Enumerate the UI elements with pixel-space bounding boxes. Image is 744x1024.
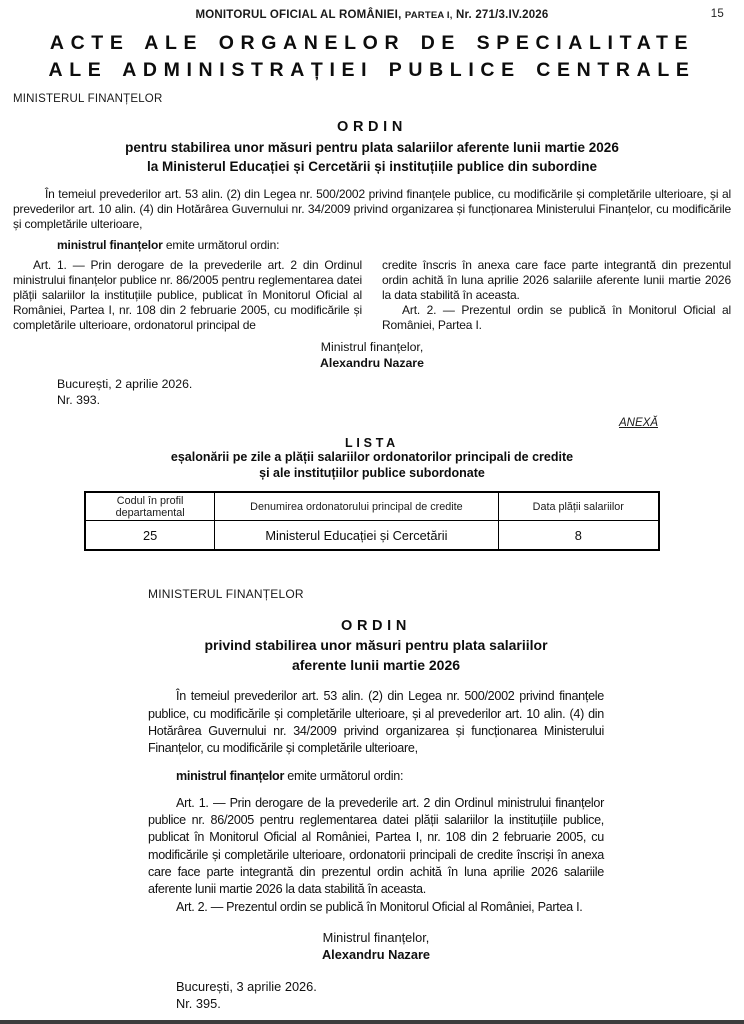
running-head xyxy=(0,0,744,21)
page-bottom-edge xyxy=(0,1020,744,1024)
order2-subtitle xyxy=(148,636,604,675)
order2-signature-block xyxy=(148,929,604,963)
order1-place-date: București, 2 aprilie 2026. xyxy=(57,377,193,392)
annex-label-text: ANEXĂ xyxy=(619,417,658,430)
journal-part: PARTEA I, xyxy=(404,10,453,21)
order1-column-right xyxy=(382,258,731,332)
order2-subtitle-line1: privind stabilirea unor măsuri pentru plata salariilor xyxy=(204,637,548,654)
annex-table-cell-date: 8 xyxy=(498,521,659,551)
section-banner xyxy=(0,30,744,84)
order2-subtitle-line2: aferente lunii martie 2026 xyxy=(291,656,461,673)
order1-article1-left: Art. 1. — Prin derogare de la prevederile art. 2 din Ordinul ministrului finanțelor publice nr. 86/2005 pentru reglementarea datei plății salariilor la instituțiile publice, publicat în Monitorul Oficial al României, Partea I, nr. 108 din 2 februarie 2005, cu modificările și completările ulterioare, ordonatorul principal de xyxy=(13,258,362,332)
order2-title: ORDIN xyxy=(341,618,411,635)
order1-number: Nr. 393. xyxy=(57,392,101,407)
order2-preamble: În temeiul prevederilor art. 53 alin. (2) din Legea nr. 500/2002 privind finanțele publice, cu modificările și completările ulterioare, și al prevederilor art. 10 alin. (4) din Hotărârea Guvernului nr. 34/2009 privind organizarea și funcționarea Ministerului Finanțelor, cu modificările și completările ulterioare, xyxy=(148,689,604,756)
order2-number: Nr. 395. xyxy=(176,996,221,1012)
section-banner-line1: ACTE ALE ORGANELOR DE SPECIALITATE xyxy=(49,32,695,54)
annex-table-header-name: Denumirea ordonatorului principal de credite xyxy=(215,492,498,521)
order2-signature-role: Ministrul finanțelor, xyxy=(322,929,430,945)
order2-article2: Art. 2. — Prezentul ordin se publică în Monitorul Oficial al României, Partea I. xyxy=(176,899,583,914)
page-number: 15 xyxy=(710,8,724,20)
annex-label xyxy=(0,417,744,429)
order1-preamble: În temeiul prevederilor art. 53 alin. (2) din Legea nr. 500/2002 privind finanțele publice, cu modificările și completările ulterioare, și al prevederilor art. 10 alin. (4) din Hotărârea Guvernului nr. 34/2009 privind organizarea și funcționarea Ministerului Finanțelor, cu modificările și completările ulterioare, xyxy=(13,187,731,231)
order1-signature-block xyxy=(13,339,731,371)
order1-place-date-block xyxy=(13,377,731,408)
order1-subtitle xyxy=(13,138,731,176)
order1-issuer: ministrul finanțelor xyxy=(57,238,163,253)
journal-issue-number: Nr. 271/3.IV.2026 xyxy=(456,9,549,21)
order1-section xyxy=(0,93,744,408)
section-banner-line2: ALE ADMINISTRAȚIEI PUBLICE CENTRALE xyxy=(48,59,696,81)
order1-article2: Art. 2. — Prezentul ordin se publică în Monitorul Oficial al României, Partea I. xyxy=(382,302,731,332)
order1-title: ORDIN xyxy=(337,119,407,135)
order2-section xyxy=(148,587,604,1013)
annex-section xyxy=(0,417,744,551)
order1-signature-role: Ministrul finanțelor, xyxy=(320,340,424,355)
order1-issuance-rest: emite următorul ordin: xyxy=(162,238,280,253)
annex-list-subtitle-line1: eșalonării pe zile a plății salariilor ordonatorilor principali de credite xyxy=(170,450,574,465)
order2-issuance-rest: emite următorul ordin: xyxy=(284,768,404,783)
order2-issuer: ministrul finanțelor xyxy=(176,768,285,783)
annex-list-subtitle xyxy=(0,450,744,481)
order2-signature-name: Alexandru Nazare xyxy=(321,946,431,962)
annex-table-header-date: Data plății salariilor xyxy=(498,492,659,521)
annex-list-title: LISTA xyxy=(345,436,399,451)
order1-articles-columns xyxy=(13,258,731,332)
journal-title: MONITORUL OFICIAL AL ROMÂNIEI, xyxy=(195,9,402,21)
order1-subtitle-line1: pentru stabilirea unor măsuri pentru plata salariilor aferente lunii martie 2026 xyxy=(125,140,619,155)
order2-place-date: București, 3 aprilie 2026. xyxy=(176,978,317,994)
order2-ministry-label: MINISTERUL FINANȚELOR xyxy=(148,587,304,602)
annex-table xyxy=(84,491,660,551)
order2-place-date-block xyxy=(148,978,604,1013)
order1-ministry-label: MINISTERUL FINANȚELOR xyxy=(13,93,163,105)
annex-list-subtitle-line2: și ale instituțiilor publice subordonate xyxy=(259,465,485,480)
annex-table-cell-name: Ministerul Educației și Cercetării xyxy=(215,521,498,551)
table-row xyxy=(85,521,659,551)
annex-table-header-code: Codul în profil departamental xyxy=(85,492,215,521)
annex-table-cell-code: 25 xyxy=(85,521,215,551)
order1-article1-right: credite înscris în anexa care face parte integrantă din prezentul ordin achită în luna aprilie 2026 salariile aferente lunii martie 2026 la data stabilită în aceasta. xyxy=(382,258,731,302)
order1-issuance-line xyxy=(13,238,731,252)
order2-article1: Art. 1. — Prin derogare de la prevederile art. 2 din Ordinul ministrului finanțelor publice nr. 86/2005 pentru reglementarea datei plății salariilor la instituțiile publice, publicat în Monitorul Oficial al României, Partea I, nr. 108 din 2 februarie 2005, cu modificările și completările ulterioare, ordonatorii principali de credite înscriși în anexa care face parte integrantă din prezentul ordin achită în luna aprilie 2026 salariile aferente lunii martie 2026 la data stabilită în aceasta. xyxy=(148,795,604,897)
order1-signature-name: Alexandru Nazare xyxy=(320,356,424,371)
annex-table-header-row xyxy=(85,492,659,521)
order1-subtitle-line2: la Ministerul Educației și Cercetării și instituțiile publice din subordine xyxy=(146,159,598,174)
order1-column-left xyxy=(13,258,362,332)
order2-issuance-line xyxy=(148,768,604,785)
